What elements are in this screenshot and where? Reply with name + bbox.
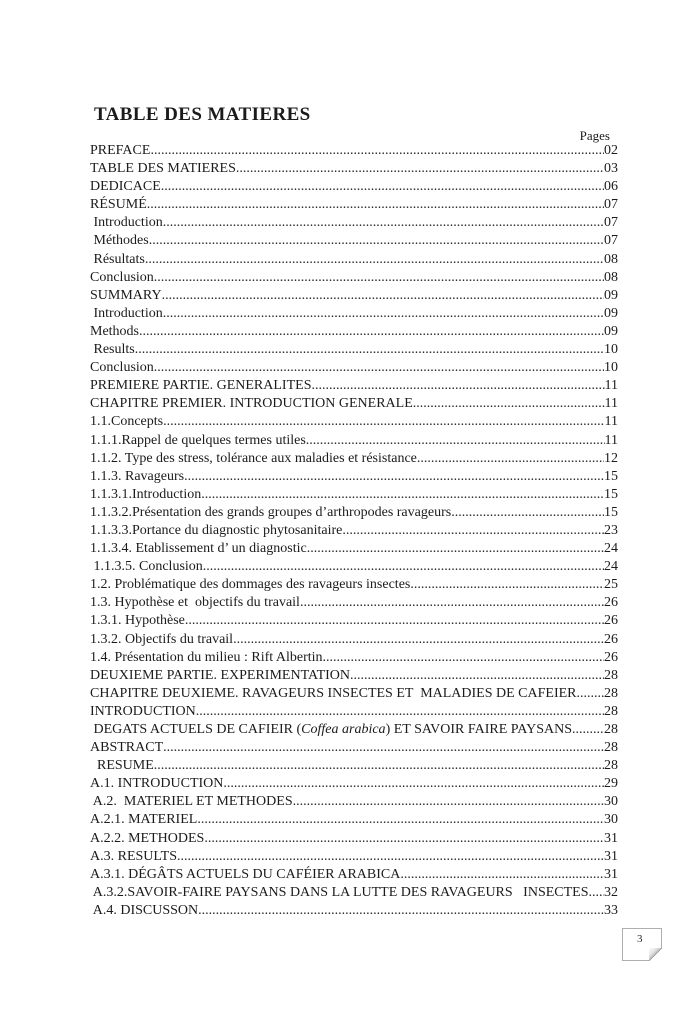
toc-entry-page-number: 11 <box>604 378 618 394</box>
dot-leader <box>154 757 604 775</box>
toc-entry-page-number: 08 <box>604 269 618 285</box>
toc-entry-label: 1.1.3. Ravageurs <box>90 468 185 484</box>
toc-row <box>90 432 618 450</box>
dot-leader <box>197 811 604 829</box>
page-number-badge <box>622 928 662 961</box>
toc-row <box>90 775 618 793</box>
toc-row <box>90 323 618 341</box>
page-number: 3 <box>637 933 643 945</box>
dot-leader <box>204 830 604 848</box>
page-title: TABLE DES MATIERES <box>94 104 311 125</box>
toc-row <box>90 811 618 829</box>
toc-entry-label: 1.1.3.5. Conclusion <box>90 559 203 575</box>
toc-entry-page-number: 28 <box>604 667 618 683</box>
toc-entry-label: A.3. RESULTS <box>90 848 178 864</box>
dot-leader <box>154 269 604 287</box>
toc-row <box>90 649 618 667</box>
toc-entry-page-number: 26 <box>604 649 618 665</box>
toc-row <box>90 160 618 178</box>
toc-entry-label: PREMIERE PARTIE. GENERALITES <box>90 378 312 394</box>
toc-entry-page-number: 15 <box>604 468 618 484</box>
dot-leader <box>139 323 604 341</box>
toc-row <box>90 739 618 757</box>
toc-entry-page-number: 09 <box>604 305 618 321</box>
toc-row <box>90 830 618 848</box>
dot-leader <box>184 468 604 486</box>
toc-row <box>90 631 618 649</box>
dot-leader <box>154 359 604 377</box>
toc-entry-page-number: 07 <box>604 233 618 249</box>
dot-leader <box>203 558 604 576</box>
dot-leader <box>413 395 605 413</box>
toc-row <box>90 884 618 902</box>
toc-row <box>90 413 618 431</box>
toc-row <box>90 450 618 468</box>
toc-row <box>90 685 618 703</box>
toc-entry-page-number: 33 <box>604 902 618 918</box>
toc-row <box>90 468 618 486</box>
toc-entry-label: 1.1.3.4. Etablissement d’ un diagnostic <box>90 541 307 557</box>
toc-row <box>90 359 618 377</box>
toc-row <box>90 251 618 269</box>
toc-row <box>90 522 618 540</box>
toc-entry-label: Conclusion <box>90 360 154 376</box>
folded-corner-icon <box>649 948 662 961</box>
toc-entry-page-number: 31 <box>604 830 618 846</box>
toc-entry-page-number: 31 <box>604 866 618 882</box>
dot-leader <box>233 631 604 649</box>
dot-leader <box>307 540 604 558</box>
dot-leader <box>201 486 604 504</box>
toc-entry-label: RÉSUMÉ <box>90 197 147 213</box>
dot-leader <box>162 287 604 305</box>
toc-row <box>90 214 618 232</box>
dot-leader <box>306 432 605 450</box>
toc-row <box>90 196 618 214</box>
toc-entry-label: SUMMARY <box>90 287 162 303</box>
toc-entry-label: Résultats <box>90 251 145 267</box>
pages-column-header: Pages <box>579 128 610 143</box>
dot-leader <box>451 504 604 522</box>
toc-entry-label: 1.1.1.Rappel de quelques termes utiles <box>90 432 306 448</box>
toc-entry-label: DEDICACE <box>90 179 161 195</box>
toc-row <box>90 793 618 811</box>
toc-entry-label: Introduction <box>90 305 163 321</box>
dot-leader <box>572 721 604 739</box>
dot-leader <box>243 160 604 178</box>
toc-entry-label: PREFACE <box>90 143 151 158</box>
toc-row <box>90 576 618 594</box>
toc-entry-page-number: 29 <box>604 776 618 792</box>
toc-entry-page-number: 02 <box>604 143 618 158</box>
toc-entry-page-number: 24 <box>604 541 618 557</box>
dot-leader <box>587 685 604 703</box>
dot-leader <box>198 902 604 920</box>
toc-entry-page-number: 26 <box>604 595 618 611</box>
toc-entry-page-number: 23 <box>604 522 618 538</box>
dot-leader <box>149 232 604 250</box>
toc-entry-label: CHAPITRE PREMIER. INTRODUCTION GENERALE <box>90 396 413 412</box>
toc-entry-page-number: 28 <box>604 685 618 701</box>
toc-row <box>90 703 618 721</box>
toc-entry-label: DEGATS ACTUELS DE CAFIEIR (Coffea arabica) ET SAVOIR FAIRE PAYSANS <box>90 722 573 737</box>
dot-leader <box>163 413 604 431</box>
toc-entry-page-number: 12 <box>604 450 618 466</box>
toc-entry-page-number: 30 <box>604 812 618 828</box>
toc-entry-page-number: 09 <box>604 287 618 303</box>
dot-leader <box>163 305 604 323</box>
dot-leader <box>163 739 604 757</box>
toc-row <box>90 540 618 558</box>
toc-entry-page-number: 07 <box>604 197 618 213</box>
dot-leader <box>410 576 604 594</box>
toc-entry-label: 1.2. Problématique des dommages des ravageurs insectes <box>90 577 411 593</box>
toc-entry-page-number: 30 <box>604 794 618 810</box>
toc-entry-page-number: 07 <box>604 215 618 231</box>
dot-leader <box>223 775 604 793</box>
dot-leader <box>589 884 604 902</box>
toc-entry-label: 1.3.2. Objectifs du travail <box>90 631 234 647</box>
dot-leader <box>311 377 604 395</box>
toc-row <box>90 142 618 160</box>
toc-entry-label: Results <box>90 342 135 358</box>
toc-entry-label: Conclusion <box>90 269 154 285</box>
dot-leader <box>185 612 604 630</box>
toc-entry-label: 1.3. Hypothèse et objectifs du travail <box>90 595 300 611</box>
toc-entry-label: 1.1.3.2.Présentation des grands groupes d’arthropodes ravageurs <box>90 504 452 520</box>
toc-entry-page-number: 31 <box>604 848 618 864</box>
toc-entry-label: 1.4. Présentation du milieu : Rift Albertin <box>90 649 323 665</box>
toc-entry-label: A.1. INTRODUCTION <box>90 776 224 792</box>
toc-entry-page-number: 28 <box>604 740 618 756</box>
toc-entry-label: Methods <box>90 323 139 339</box>
toc-entry-page-number: 24 <box>604 559 618 575</box>
toc-entry-page-number: 10 <box>604 360 618 376</box>
table-of-contents <box>90 142 618 920</box>
toc-entry-page-number: 10 <box>604 342 618 358</box>
toc-row <box>90 612 618 630</box>
toc-entry-label: A.2.1. MATERIEL <box>90 812 198 828</box>
toc-row <box>90 486 618 504</box>
toc-entry-label: A.2.2. METHODES <box>90 830 205 846</box>
toc-entry-label: A.3.2.SAVOIR-FAIRE PAYSANS DANS LA LUTTE DES RAVAGEURS INSECTES <box>90 884 589 900</box>
dot-leader <box>300 594 604 612</box>
toc-entry-page-number: 08 <box>604 251 618 267</box>
toc-row <box>90 269 618 287</box>
toc-entry-label: ABSTRACT <box>90 740 164 756</box>
dot-leader <box>163 214 604 232</box>
dot-leader <box>293 793 604 811</box>
toc-row <box>90 757 618 775</box>
toc-row <box>90 848 618 866</box>
toc-row <box>90 866 618 884</box>
dot-leader <box>417 450 604 468</box>
toc-entry-page-number: 28 <box>604 758 618 774</box>
dot-leader <box>323 649 604 667</box>
toc-row <box>90 721 618 739</box>
toc-row <box>90 305 618 323</box>
toc-row <box>90 377 618 395</box>
toc-entry-italic-species-name: Coffea arabica <box>301 722 386 737</box>
toc-entry-label: 1.1.2. Type des stress, tolérance aux maladies et résistance <box>90 450 417 466</box>
toc-entry-label: 1.1.Concepts <box>90 414 164 430</box>
toc-row <box>90 504 618 522</box>
toc-entry-page-number: 26 <box>604 631 618 647</box>
toc-entry-label: A.3.1. DÉGÂTS ACTUELS DU CAFÉIER ARABICA <box>90 866 401 882</box>
dot-leader <box>145 251 604 269</box>
toc-row <box>90 594 618 612</box>
dot-leader <box>350 667 604 685</box>
toc-row <box>90 558 618 576</box>
toc-entry-label: INTRODUCTION <box>90 703 196 719</box>
toc-entry-page-number: 15 <box>604 504 618 520</box>
toc-entry-label: Méthodes <box>90 233 149 249</box>
toc-entry-page-number: 11 <box>604 432 618 448</box>
dot-leader <box>150 142 604 160</box>
toc-entry-page-number: 28 <box>604 722 618 737</box>
dot-leader <box>147 196 604 214</box>
toc-entry-label: 1.3.1. Hypothèse <box>90 613 185 629</box>
toc-entry-page-number: 15 <box>604 486 618 502</box>
toc-entry-label: A.4. DISCUSSON <box>90 902 199 918</box>
dot-leader <box>177 848 604 866</box>
toc-row <box>90 287 618 305</box>
toc-entry-page-number: 32 <box>604 884 618 900</box>
toc-entry-page-number: 09 <box>604 323 618 339</box>
toc-entry-page-number: 11 <box>604 396 618 412</box>
dot-leader <box>135 341 604 359</box>
dot-leader <box>196 703 604 721</box>
toc-entry-label: A.2. MATERIEL ET METHODES <box>90 794 293 810</box>
toc-entry-page-number: 26 <box>604 613 618 629</box>
toc-entry-page-number: 06 <box>604 179 618 195</box>
toc-row <box>90 667 618 685</box>
toc-row <box>90 395 618 413</box>
toc-entry-label: Introduction <box>90 215 163 231</box>
dot-leader <box>161 178 604 196</box>
toc-entry-page-number: 28 <box>604 703 618 719</box>
toc-row <box>90 902 618 920</box>
toc-entry-label: TABLE DES MATIERES.. <box>90 161 243 177</box>
toc-entry-label: DEUXIEME PARTIE. EXPERIMENTATION <box>90 667 351 683</box>
dot-leader <box>342 522 604 540</box>
toc-entry-label: 1.1.3.1.Introduction <box>90 486 202 502</box>
toc-entry-page-number: 11 <box>604 414 618 430</box>
dot-leader <box>400 866 604 884</box>
toc-row <box>90 341 618 359</box>
toc-entry-page-number: 03 <box>604 161 618 177</box>
toc-row <box>90 232 618 250</box>
toc-row <box>90 178 618 196</box>
toc-entry-label: 1.1.3.3.Portance du diagnostic phytosanitaire <box>90 522 343 538</box>
toc-entry-page-number: 25 <box>604 577 618 593</box>
toc-entry-label: CHAPITRE DEUXIEME. RAVAGEURS INSECTES ET MALADIES DE CAFEIER... <box>90 685 588 701</box>
toc-entry-label: RESUME <box>90 758 154 774</box>
